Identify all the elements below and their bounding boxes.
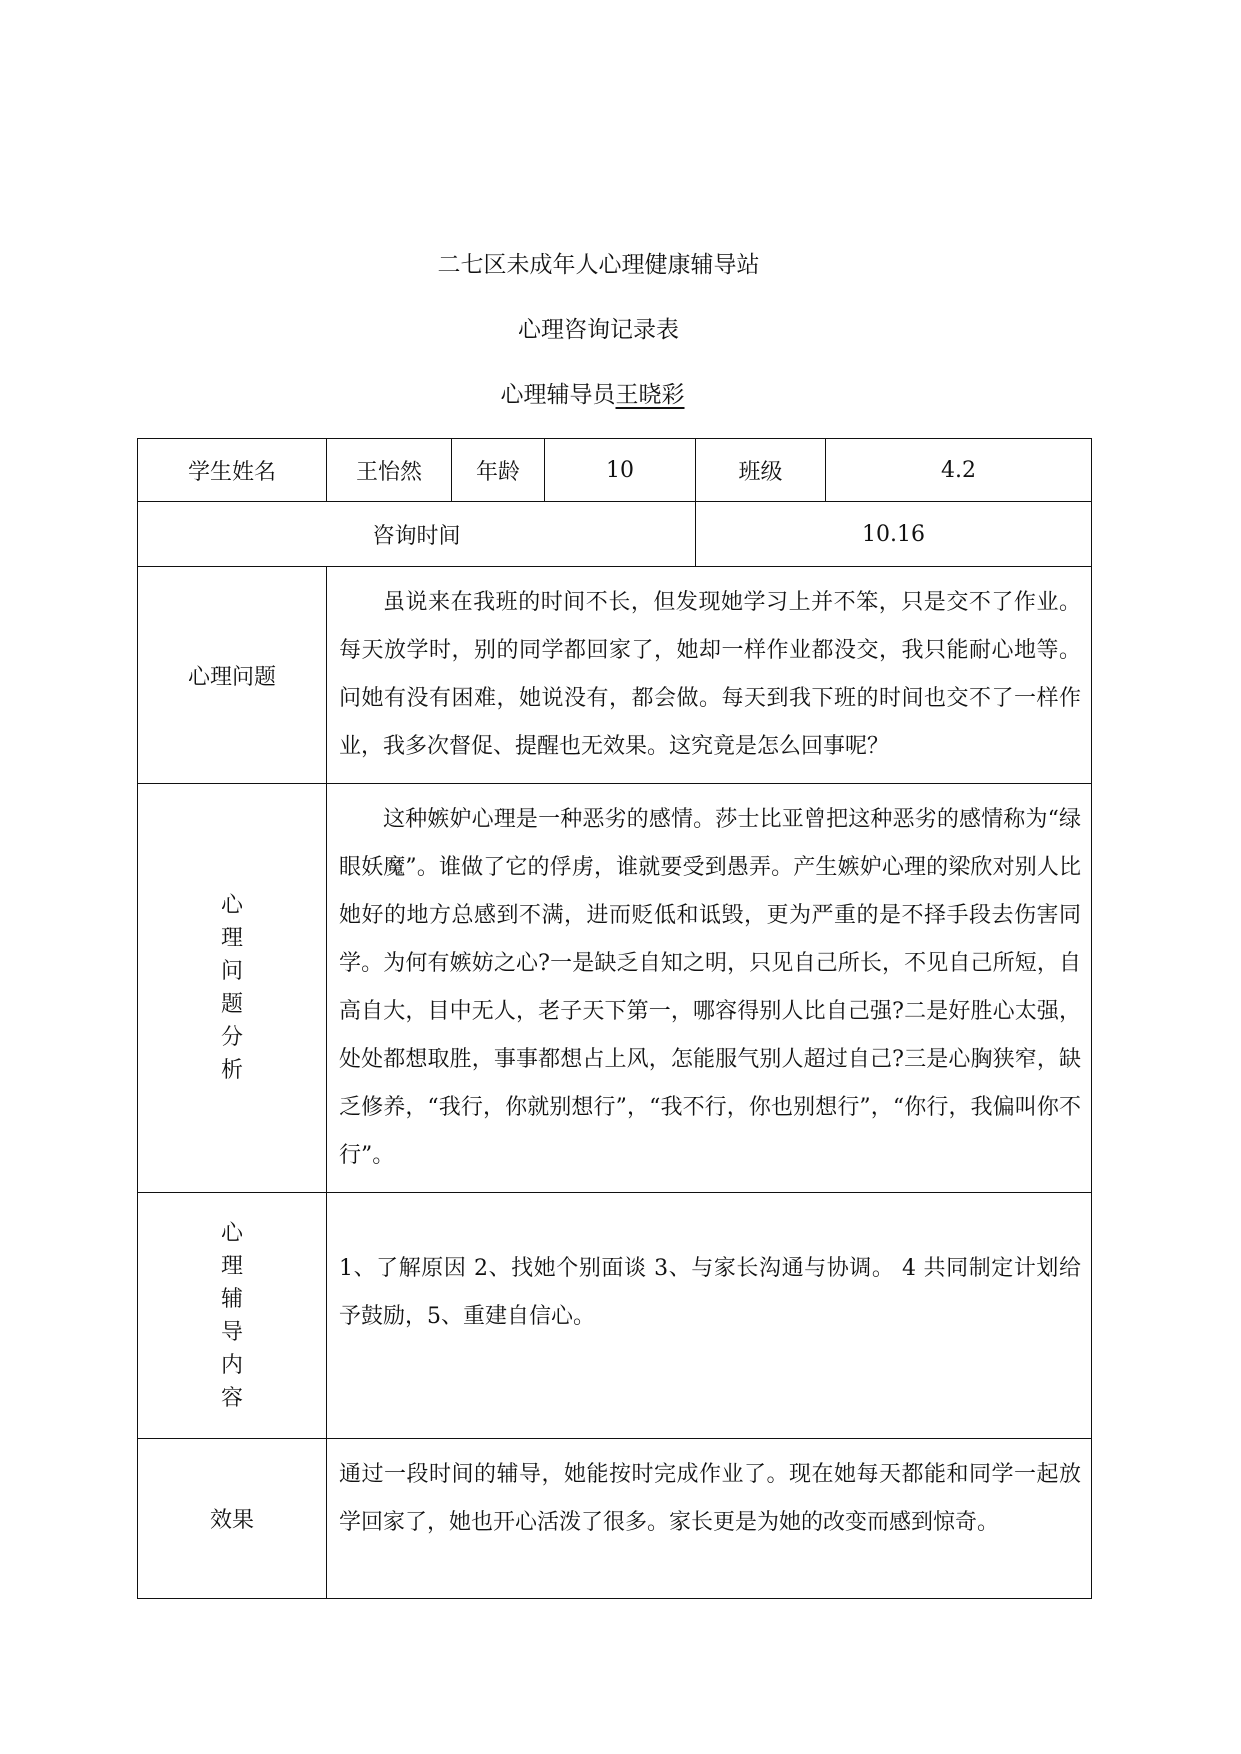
guidance-cell	[327, 1193, 1092, 1439]
guidance-label-char: 心	[220, 1220, 243, 1246]
counselor-line	[0, 380, 1219, 410]
student-info-row	[138, 439, 1092, 502]
analysis-label-char: 分	[220, 1025, 243, 1050]
analysis-label-char: 心	[220, 893, 243, 918]
class-label: 班级	[696, 439, 826, 502]
station-title: 二七区未成年人心理健康辅导站	[437, 252, 760, 278]
problem-text: 虽说来在我班的时间不长，但发现她学习上并不笨，只是交不了作业。每天放学时，别的同学都回家了，她却一样作业都没交，我只能耐心地等。问她有没有困难，她说没有，都会做。每天到我下班的时间也交不了一样作业，我多次督促、提醒也无效果。这究竟是怎么回事呢？	[339, 590, 1081, 759]
effect-row	[138, 1439, 1092, 1599]
guidance-label-char: 理	[220, 1253, 243, 1279]
guidance-label-char: 内	[220, 1352, 243, 1378]
problem-cell	[327, 567, 1092, 784]
analysis-label	[138, 784, 327, 1193]
counselor-name: 王晓彩	[615, 382, 685, 408]
student-name-value: 王怡然	[327, 439, 452, 502]
consult-time-row	[138, 502, 1092, 567]
student-name-label: 学生姓名	[138, 439, 327, 502]
guidance-label-char: 容	[220, 1385, 243, 1411]
problem-label: 心理问题	[138, 567, 327, 784]
counselor-label: 心理辅导员	[500, 382, 616, 408]
effect-cell	[327, 1439, 1092, 1599]
effect-text: 通过一段时间的辅导，她能按时完成作业了。现在她每天都能和同学一起放学回家了，她也开心活泼了很多。家长更是为她的改变而感到惊奇。	[339, 1462, 1081, 1535]
analysis-text: 这种嫉妒心理是一种恶劣的感情。莎士比亚曾把这种恶劣的感情称为“绿眼妖魔”。谁做了它的俘虏，谁就要受到愚弄。产生嫉妒心理的梁欣对别人比她好的地方总感到不满，进而贬低和诋毁，更为严重的是不择手段去伤害同学。为何有嫉妨之心?一是缺乏自知之明，只见自己所长，不见自己所短，自高自大，目中无人，老子天下第一，哪容得别人比自己强?二是好胜心太强，处处都想取胜，事事都想占上风，怎能服气别人超过自己?三是心胸狭窄，缺乏修养，“我行，你就别想行”，“我不行，你也别想行”，“你行，我偏叫你不行”。	[339, 807, 1081, 1168]
age-value: 10	[545, 439, 696, 502]
consult-time-label: 咨询时间	[138, 502, 696, 567]
analysis-label-char: 题	[220, 992, 243, 1017]
analysis-label-char: 问	[220, 959, 243, 984]
analysis-row	[138, 784, 1092, 1193]
guidance-label-char: 导	[220, 1319, 243, 1345]
guidance-row	[138, 1193, 1092, 1439]
consult-time-value: 10.16	[696, 502, 1092, 567]
analysis-label-char: 理	[220, 926, 243, 951]
consultation-record-table	[137, 438, 1092, 1599]
problem-row	[138, 567, 1092, 784]
analysis-label-char: 析	[220, 1058, 243, 1083]
age-label: 年龄	[452, 439, 545, 502]
guidance-text: 1、了解原因 2、找她个别面谈 3、与家长沟通与协调。 4 共同制定计划给予鼓励，5、重建自信心。	[339, 1256, 1081, 1329]
class-value: 4.2	[826, 439, 1092, 502]
guidance-label-char: 辅	[220, 1286, 243, 1312]
guidance-label	[138, 1193, 327, 1439]
effect-label: 效果	[138, 1439, 327, 1599]
form-title: 心理咨询记录表	[518, 317, 679, 343]
analysis-cell	[327, 784, 1092, 1193]
